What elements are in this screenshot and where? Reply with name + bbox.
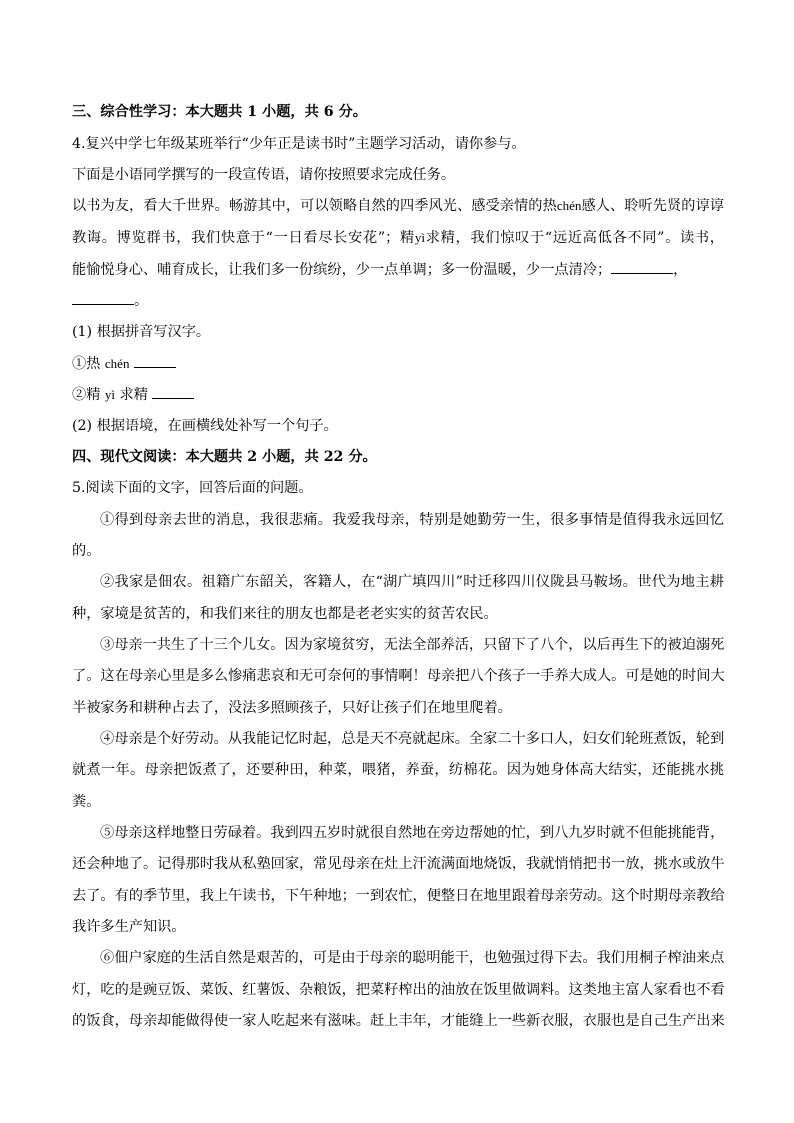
- q5-passage-line: ④母亲是个好劳动。从我能记忆时起，总是天不亮就起床。全家二十多口人，妇女们轮班煮饭，轮到: [100, 731, 725, 747]
- pinyin-yi: yì: [414, 230, 426, 245]
- q4-sub1: (1) 根据拼音写汉字。: [72, 324, 211, 340]
- q5-passage-line: ⑤母亲这样地整日劳碌着。我到四五岁时就很自然地在旁边帮她的忙，到八九岁时就不但能挑能背，: [100, 825, 725, 841]
- q5-passage-line: 种，家境是贫苦的，和我们来往的朋友也都是老老实实的贫苦农民。: [72, 606, 498, 622]
- q5-passage-line: ③母亲一共生了十三个儿女。因为家境贫穷，无法全部养活，只留下了八个，以后再生下的被迫溺死: [100, 637, 725, 653]
- q5-passage-line: ⑥佃户家庭的生活自然是艰苦的，可是由于母亲的聪明能干，也勉强过得下去。我们用桐子榨油来点: [100, 950, 725, 966]
- q5-passage-line: 我许多生产知识。: [72, 919, 186, 935]
- q5-passage-line: 去了。有的季节里，我上午读书，下午种地；一到农忙，便整日在地里跟着母亲劳动。这个时期母亲教给: [72, 888, 725, 904]
- answer-blank-3[interactable]: [134, 353, 176, 368]
- q5-passage-line: 了。这在母亲心里是多么惨痛悲哀和无可奈何的事情啊！母亲把八个孩子一手养大成人。可是她的时间大: [72, 668, 725, 684]
- answer-blank-2[interactable]: [72, 290, 134, 305]
- q4-passage-line-4: 。: [72, 290, 724, 311]
- q5-passage-line: 的饭食，母亲却能做得使一家人吃起来有滋味。赶上丰年，才能缝上一些新衣服，衣服也是自己生产出来: [72, 1013, 725, 1029]
- q4-passage-line-3: 能愉悦身心、哺育成长，让我们多一份缤纷，少一点单调；多一份温暖，少一点清冷； ，: [72, 259, 724, 280]
- q5-passage-line: 灯，吃的是豌豆饭、菜饭、红薯饭、杂粮饭，把菜籽榨出的油放在饭里做调料。这类地主富人家看也不看: [72, 982, 725, 998]
- q5-passage-line: 的。: [72, 543, 101, 559]
- q4-sub1-item-a: ①热 chén: [72, 353, 724, 374]
- q5-passage-line: ①得到母亲去世的消息，我很悲痛。我爱我母亲，特别是她勤劳一生，很多事情是值得我永远回忆: [100, 512, 724, 528]
- q4-passage-line-2: 教诲。博览群书，我们快意于“一日看尽长安花”；精yì求精，我们惊叹于“远近高低各不同”。读书，: [72, 230, 724, 246]
- q4-passage-line-1: 以书为友，看大千世界。畅游其中，可以领略自然的四季风光、感受亲情的热chén感人、聆听先贤的谆谆: [72, 198, 724, 214]
- q5-passage-line: 半被家务和耕种占去了，没法多照顾孩子，只好让孩子们在地里爬着。: [72, 700, 512, 716]
- q5-passage-line: 还会种地了。记得那时我从私塾回家，常见母亲在灶上汗流满面地烧饭，我就悄悄把书一放，挑水或放牛: [72, 856, 725, 872]
- answer-blank-4[interactable]: [152, 384, 194, 399]
- answer-blank-1[interactable]: [611, 259, 673, 274]
- section3-heading: 三、综合性学习：本大题共 1 小题，共 6 分。: [72, 104, 367, 120]
- q5-passage-line: ②我家是佃农。祖籍广东韶关，客籍人，在“湖广填四川”时迁移四川仪陇县马鞍场。世代为地主耕: [100, 574, 724, 590]
- q5-stem: 5.阅读下面的文字，回答后面的问题。: [72, 480, 313, 496]
- q4-intro: 下面是小语同学撰写的一段宣传语，请你按照要求完成任务。: [72, 167, 456, 183]
- pinyin-chen: chén: [556, 198, 582, 213]
- q5-passage-line: 粪。: [72, 794, 101, 810]
- q4-sub1-item-b: ②精 yì 求精: [72, 384, 724, 405]
- q4-sub2: (2) 根据语境，在画横线处补写一个句子。: [72, 418, 338, 434]
- section4-heading: 四、现代文阅读：本大题共 2 小题，共 22 分。: [72, 449, 377, 465]
- q5-passage-line: 就煮一年。母亲把饭煮了，还要种田，种菜，喂猪，养蚕，纺棉花。因为她身体高大结实，还能挑水挑: [72, 762, 724, 778]
- q4-stem: 4.复兴中学七年级某班举行“少年正是读书时”主题学习活动，请你参与。: [72, 136, 526, 152]
